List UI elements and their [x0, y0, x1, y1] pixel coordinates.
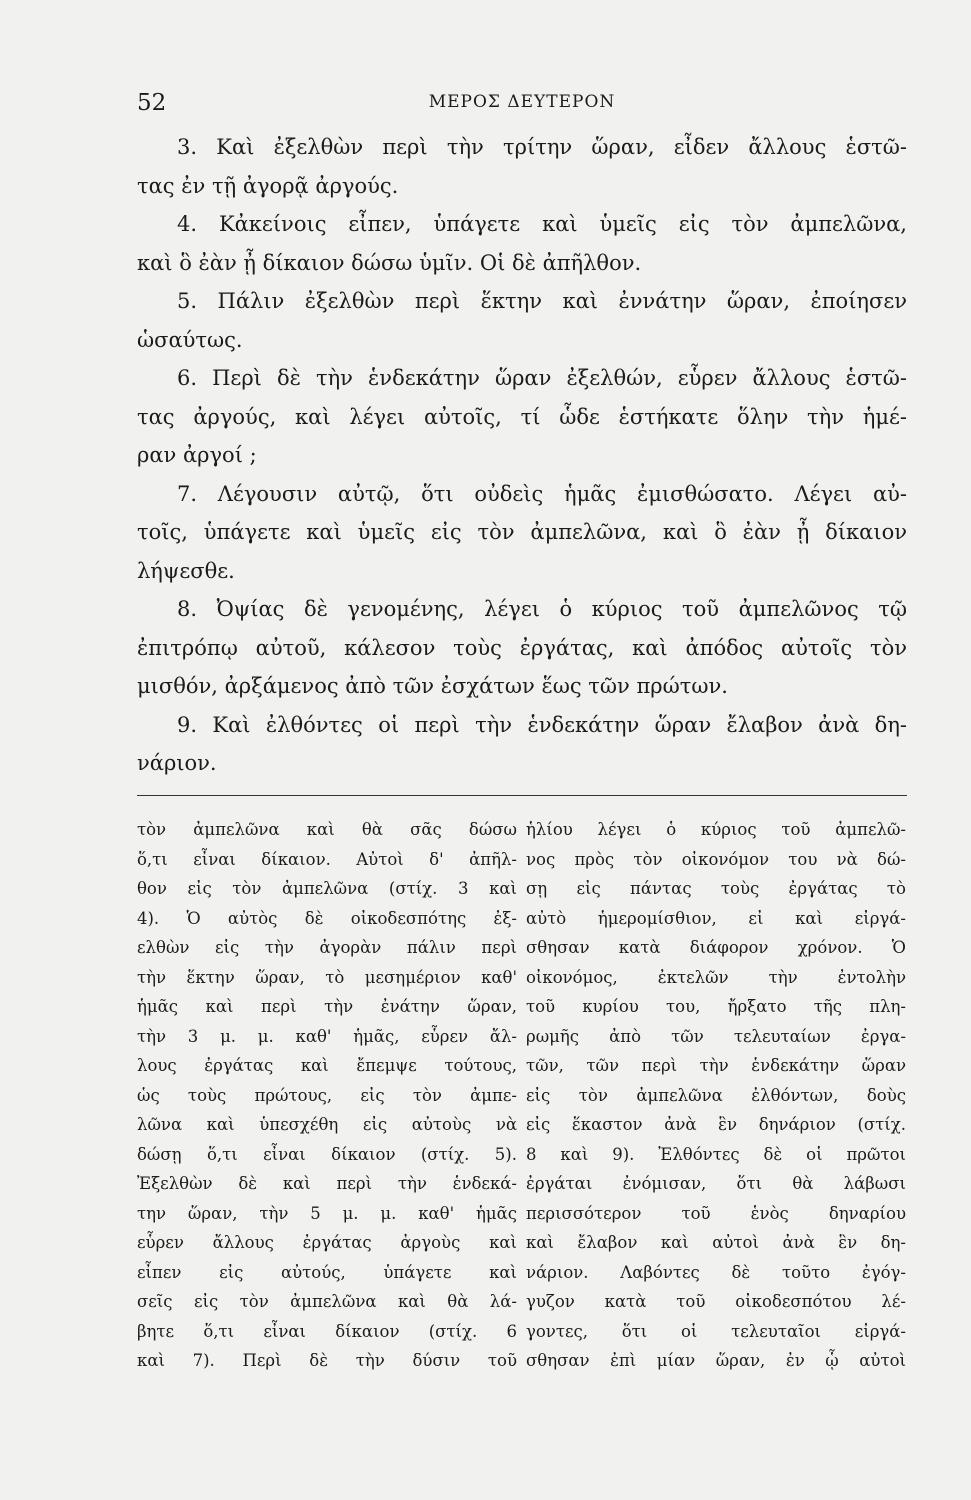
note-line: ἡμᾶς καὶ περὶ τὴν ἐνάτην ὥραν,	[137, 997, 517, 1016]
note-line: εἶπεν εἰς αὐτούς, ὑπάγετε καὶ	[137, 1262, 517, 1282]
note-line: Ἐξελθὼν δὲ καὶ περὶ τὴν ἑνδεκά-	[137, 1174, 517, 1193]
note-line: δώσῃ ὅ,τι εἶναι δίκαιον (στίχ. 5).	[137, 1144, 517, 1164]
text-line: 3. Καὶ ἐξελθὼν περὶ τὴν τρίτην ὥραν, εἶδεν ἄλλους ἑστῶ-	[177, 135, 907, 159]
note-line: λῶνα καὶ ὑπεσχέθη εἰς αὐτοὺς νὰ	[137, 1115, 517, 1134]
text-line: 5. Πάλιν ἐξελθὼν περὶ ἕκτην καὶ ἐννάτην ὥραν, ἐποίησεν	[177, 289, 907, 313]
note-line: ἐργάται ἐνόμισαν, ὅτι θὰ λάβωσι	[526, 1174, 906, 1193]
main-text	[137, 128, 907, 783]
note-line: ὡς τοὺς πρώτους, εἰς τὸν ἀμπε-	[137, 1085, 517, 1105]
page-number: 52	[137, 90, 167, 116]
note-line: βητε ὅ,τι εἶναι δίκαιον (στίχ. 6	[137, 1321, 517, 1341]
text-line: καὶ ὃ ἐὰν ᾖ δίκαιον δώσω ὑμῖν. Οἱ δὲ ἀπῆλθον.	[137, 250, 642, 275]
text-line: μισθόν, ἀρξάμενος ἀπὸ τῶν ἐσχάτων ἕως τῶν πρώτων.	[137, 674, 728, 698]
text-line: νάριον.	[137, 751, 217, 775]
text-line: τας ἐν τῇ ἀγορᾷ ἀργούς.	[137, 173, 399, 198]
note-line: νος πρὸς τὸν οἰκονόμον του νὰ δώ-	[526, 849, 906, 869]
note-line: ὅ,τι εἶναι δίκαιον. Αὐτοὶ δ' ἀπῆλ-	[137, 849, 517, 869]
commentary-column-right	[526, 815, 906, 1376]
note-line: ἡλίου λέγει ὁ κύριος τοῦ ἀμπελῶ-	[526, 820, 906, 839]
text-line: ἐπιτρόπῳ αὐτοῦ, κάλεσον τοὺς ἐργάτας, καὶ ἀπόδος αὐτοῖς τὸν	[137, 635, 907, 660]
note-line: 4). Ὁ αὐτὸς δὲ οἰκοδεσπότης ἐξ-	[137, 908, 517, 928]
text-line: λήψεσθε.	[137, 558, 235, 583]
text-line: 4. Κἀκείνοις εἶπεν, ὑπάγετε καὶ ὑμεῖς εἰς τὸν ἀμπελῶνα,	[177, 212, 907, 236]
note-line: θον εἰς τὸν ἀμπελῶνα (στίχ. 3 καὶ	[137, 879, 517, 898]
note-line: καὶ 7). Περὶ δὲ τὴν δύσιν τοῦ	[137, 1351, 517, 1370]
text-line: 6. Περὶ δὲ τὴν ἑνδεκάτην ὥραν ἐξελθών, εὗρεν ἄλλους ἑστῶ-	[177, 366, 907, 390]
note-line: σεῖς εἰς τὸν ἀμπελῶνα καὶ θὰ λά-	[137, 1292, 517, 1311]
note-line: αὐτὸ ἡμερομίσθιον, εἰ καὶ εἰργά-	[526, 908, 906, 928]
note-line: ελθὼν εἰς τὴν ἀγορὰν πάλιν περὶ	[137, 938, 517, 957]
text-line: τοῖς, ὑπάγετε καὶ ὑμεῖς εἰς τὸν ἀμπελῶνα, καὶ ὃ ἐὰν ᾖ δίκαιον	[137, 520, 907, 544]
text-line: τας ἀργούς, καὶ λέγει αὐτοῖς, τί ὧδε ἑστήκατε ὅλην τὴν ἡμέ-	[137, 404, 907, 429]
note-line: σθησαν κατὰ διάφορον χρόνον. Ὁ	[526, 938, 906, 957]
note-line: 8 καὶ 9). Ἐλθόντες δὲ οἱ πρῶτοι	[526, 1144, 906, 1164]
note-line: γοντες, ὅτι οἱ τελευταῖοι εἰργά-	[526, 1321, 906, 1341]
note-line: καὶ ἔλαβον καὶ αὐτοὶ ἀνὰ ἓν δη-	[526, 1233, 906, 1252]
note-line: γυζον κατὰ τοῦ οἰκοδεσπότου λέ-	[526, 1292, 906, 1311]
text-line: 9. Καὶ ἐλθόντες οἱ περὶ τὴν ἑνδεκάτην ὥραν ἔλαβον ἀνὰ δη-	[177, 712, 907, 737]
note-line: ρωμῆς ἀπὸ τῶν τελευταίων ἐργα-	[526, 1026, 906, 1046]
note-line: τὴν 3 μ. μ. καθ' ἡμᾶς, εὗρεν ἄλ-	[137, 1026, 517, 1046]
note-line: σθησαν ἐπὶ μίαν ὥραν, ἐν ᾧ αὐτοὶ	[526, 1351, 906, 1370]
text-line: 8. Ὀψίας δὲ γενομένης, λέγει ὁ κύριος τοῦ ἀμπελῶνος τῷ	[177, 597, 907, 621]
note-line: εὗρεν ἄλλους ἐργάτας ἀργοὺς καὶ	[137, 1233, 517, 1252]
text-line: 7. Λέγουσιν αὐτῷ, ὅτι οὐδεὶς ἡμᾶς ἐμισθώσατο. Λέγει αὐ-	[177, 481, 907, 506]
note-line: τοῦ κυρίου του, ἤρξατο τῆς πλη-	[526, 997, 906, 1016]
text-line: ὡσαύτως.	[137, 327, 243, 352]
note-line: σῃ εἰς πάντας τοὺς ἐργάτας τὸ	[526, 879, 906, 898]
text-line: ραν ἀργοί ;	[137, 443, 257, 467]
note-line: οἰκονόμος, ἐκτελῶν τὴν ἐντολὴν	[526, 967, 906, 987]
note-line: εἰς τὸν ἀμπελῶνα ἐλθόντων, δοὺς	[526, 1085, 906, 1105]
footnote-divider	[137, 795, 907, 796]
page-header	[137, 84, 907, 120]
note-line: τὸν ἀμπελῶνα καὶ θὰ σᾶς δώσω	[137, 820, 517, 839]
running-title: ΜΕΡΟΣ ΔΕΥΤΕΡΟΝ	[428, 92, 616, 112]
note-line: εἰς ἕκαστον ἀνὰ ἓν δηνάριον (στίχ.	[526, 1115, 906, 1134]
note-line: τὴν ἕκτην ὥραν, τὸ μεσημέριον καθ'	[137, 967, 517, 987]
commentary-column-left	[137, 815, 517, 1376]
note-line: νάριον. Λαβόντες δὲ τοῦτο ἐγόγ-	[526, 1262, 906, 1282]
note-line: τῶν, τῶν περὶ τὴν ἑνδεκάτην ὥραν	[526, 1056, 906, 1075]
note-line: την ὥραν, τὴν 5 μ. μ. καθ' ἡμᾶς	[137, 1203, 517, 1223]
note-line: περισσότερον τοῦ ἑνὸς δηναρίου	[526, 1203, 906, 1223]
note-line: λους ἐργάτας καὶ ἔπεμψε τούτους,	[137, 1056, 517, 1075]
